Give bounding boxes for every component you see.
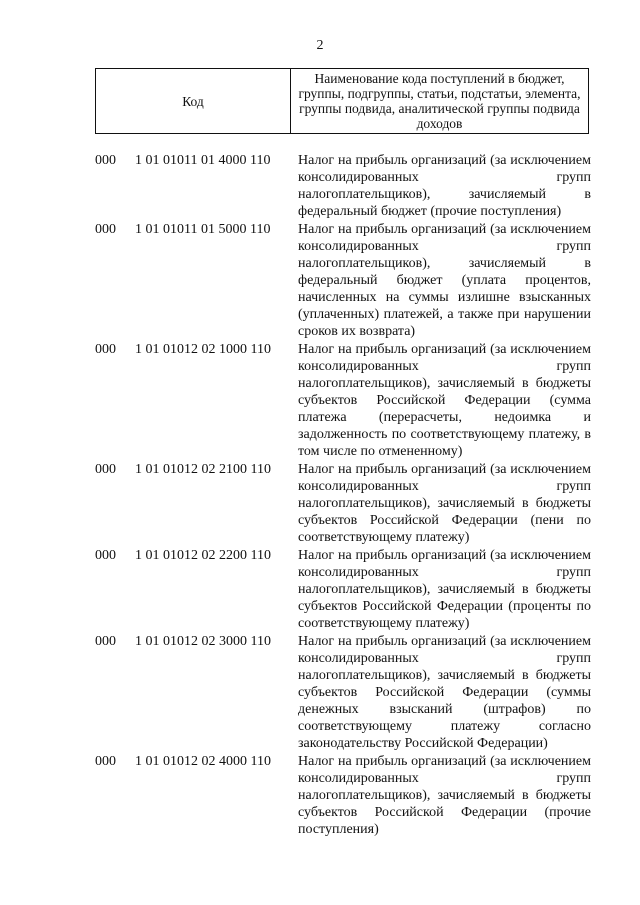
revenue-name: Налог на прибыль организаций (за исключением консолидированных групп налогоплательщиков), зачисляемый в бюджеты субъектов Российской Федерации (проценты по соответствующему платежу) xyxy=(298,548,591,631)
table-row xyxy=(95,221,591,340)
revenue-code: 1 01 01011 01 4000 110 xyxy=(135,153,271,168)
name-column-header: Наименование кода поступлений в бюджет, группы, подгруппы, статьи, подстатьи, элемента, группы подвида, аналитической группы подвида доходов xyxy=(291,69,589,134)
classification-rows xyxy=(95,152,591,839)
table-row xyxy=(95,753,591,838)
revenue-name: Налог на прибыль организаций (за исключением консолидированных групп налогоплательщиков), зачисляемый в федеральный бюджет (прочие поступления) xyxy=(298,153,591,219)
table-row xyxy=(95,152,591,220)
admin-code: 000 xyxy=(95,342,116,357)
revenue-code: 1 01 01011 01 5000 110 xyxy=(135,222,271,237)
revenue-code: 1 01 01012 02 2200 110 xyxy=(135,548,271,563)
admin-code: 000 xyxy=(95,153,116,168)
revenue-name: Налог на прибыль организаций (за исключением консолидированных групп налогоплательщиков), зачисляемый в федеральный бюджет (уплата процентов, начисленных на суммы излишне взысканных (уплаченных) платежей, а также при нарушении сроков их возврата) xyxy=(298,222,591,339)
admin-code: 000 xyxy=(95,462,116,477)
admin-code: 000 xyxy=(95,634,116,649)
code-column-header: Код xyxy=(96,69,291,134)
revenue-code: 1 01 01012 02 3000 110 xyxy=(135,634,271,649)
revenue-name: Налог на прибыль организаций (за исключением консолидированных групп налогоплательщиков), зачисляемый в бюджеты субъектов Российской Федерации (суммы денежных взысканий (штрафов) по соответствующему платежу согласно законодательству Российской Федерации) xyxy=(298,634,591,751)
admin-code: 000 xyxy=(95,548,116,563)
admin-code: 000 xyxy=(95,222,116,237)
table-row xyxy=(95,461,591,546)
admin-code: 000 xyxy=(95,754,116,769)
revenue-name: Налог на прибыль организаций (за исключением консолидированных групп налогоплательщиков), зачисляемый в бюджеты субъектов Российской Федерации (сумма платежа (перерасчеты, недоимка и задолженность по соответствующему платежу, в том числе по отмененному) xyxy=(298,342,591,459)
table-row xyxy=(95,633,591,752)
revenue-code: 1 01 01012 02 2100 110 xyxy=(135,462,271,477)
table-row xyxy=(95,547,591,632)
table-header xyxy=(95,68,589,134)
page-number: 2 xyxy=(316,38,324,53)
revenue-name: Налог на прибыль организаций (за исключением консолидированных групп налогоплательщиков), зачисляемый в бюджеты субъектов Российской Федерации (пени по соответствующему платежу) xyxy=(298,462,591,545)
table-row xyxy=(95,341,591,460)
revenue-name: Налог на прибыль организаций (за исключением консолидированных групп налогоплательщиков), зачисляемый в бюджеты субъектов Российской Федерации (прочие поступления) xyxy=(298,754,591,837)
revenue-code: 1 01 01012 02 4000 110 xyxy=(135,754,271,769)
revenue-code: 1 01 01012 02 1000 110 xyxy=(135,342,271,357)
